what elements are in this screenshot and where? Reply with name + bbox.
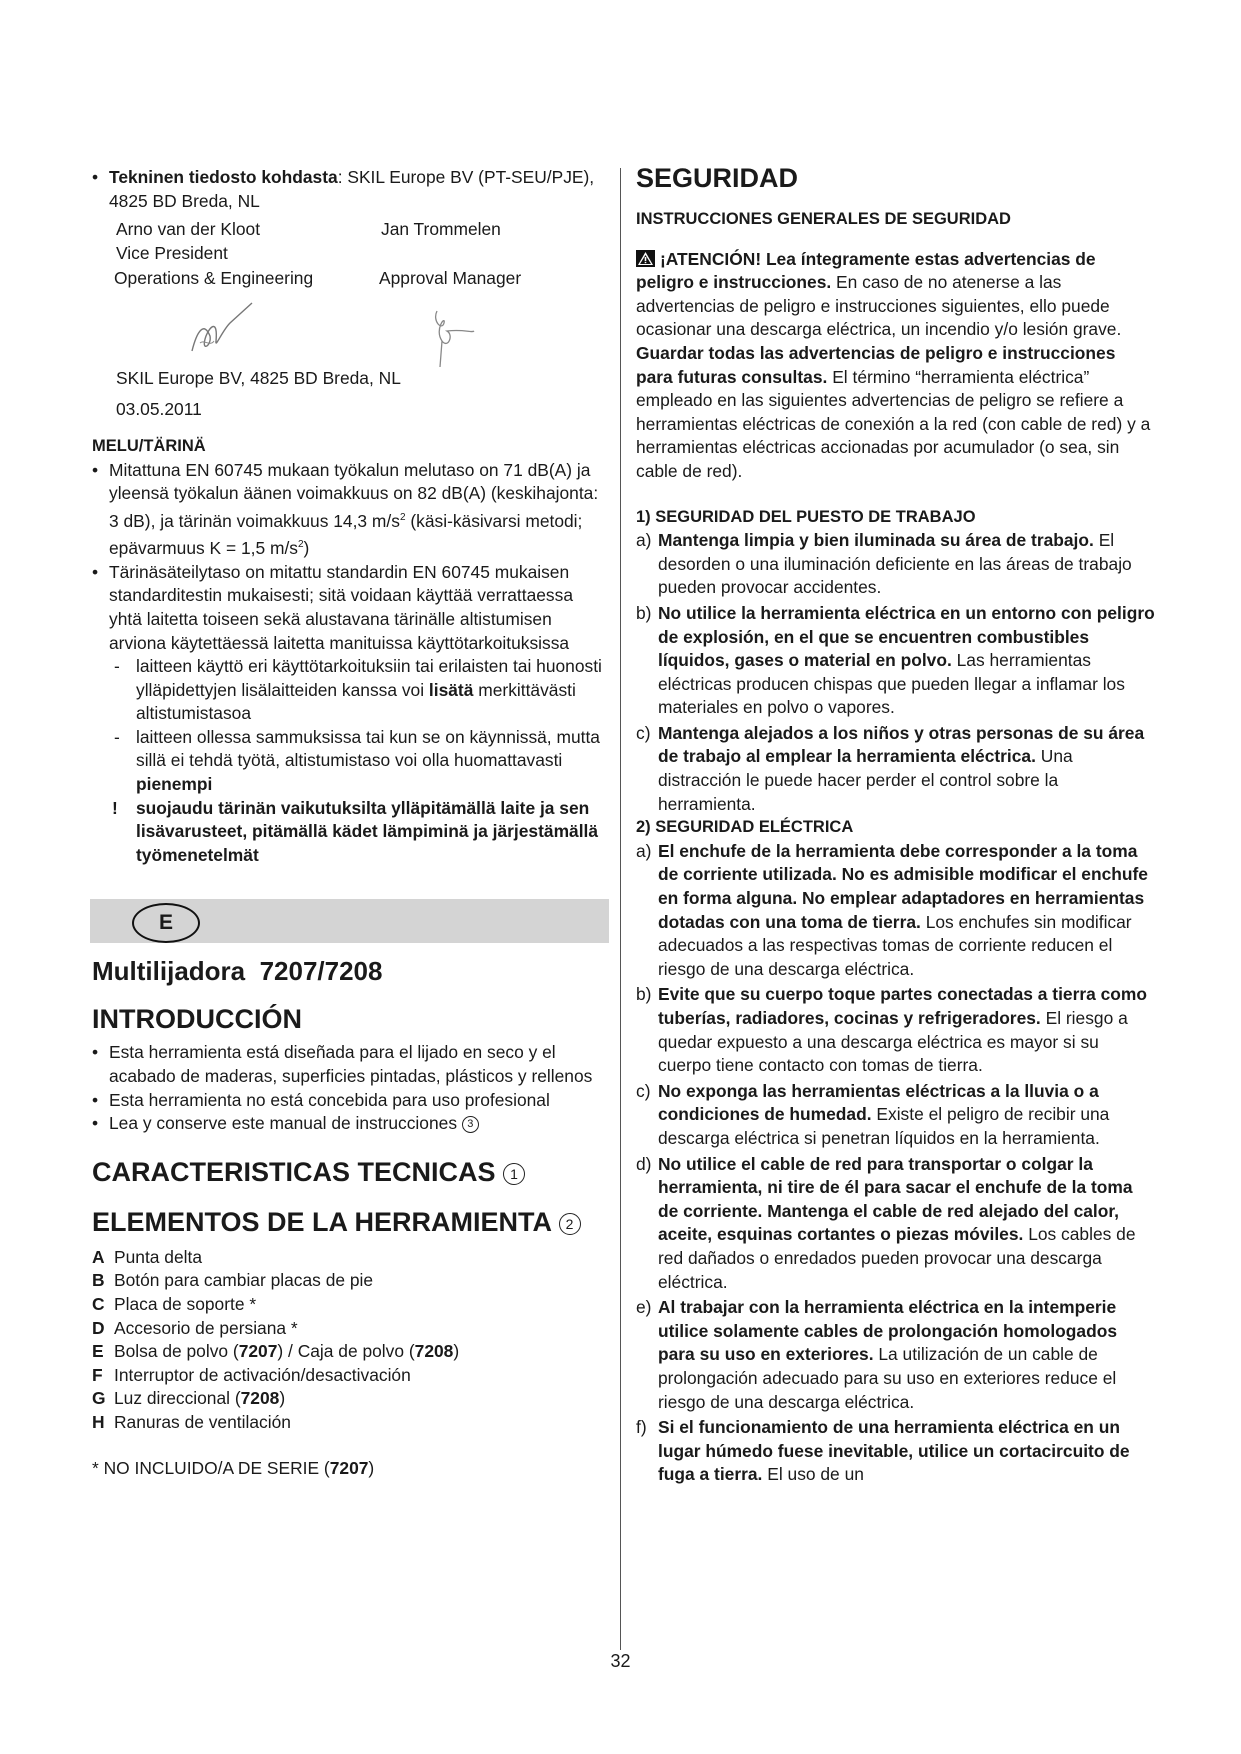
- signer2-title: Approval Manager: [379, 268, 522, 289]
- signer1-title: Vice President: [116, 242, 228, 263]
- signer2-name: Jan Trommelen: [381, 219, 501, 240]
- product-title: Multilijadora 7207/7208: [92, 956, 383, 987]
- element-item: A Punta delta: [92, 1246, 202, 1267]
- signature-drawings: [92, 291, 592, 367]
- column-divider: [620, 168, 621, 1650]
- elements-heading: ELEMENTOS DE LA HERRAMIENTA 2: [92, 1206, 607, 1238]
- intro-item-3: • Lea y conserve este manual de instrucciones 3: [92, 1112, 607, 1136]
- work-area-heading: 1) SEGURIDAD DEL PUESTO DE TRABAJO: [636, 507, 976, 526]
- element-item: E Bolsa de polvo (7207) / Caja de polvo (7208): [92, 1341, 460, 1362]
- noise-item-1: • Mitattuna EN 60745 mukaan työkalun melutaso on 71 dB(A) ja yleensä työkalun äänen voimakkuus on 82 dB(A) (keskihajonta: 3 dB), ja tärinän voimakkuus 14,3 $m/s^2$ (käsi-käsivarsi metodi; epävarmuus K = 1,5 $m/s^2$): [92, 459, 607, 561]
- signer1-name: Arno van der Kloot: [116, 219, 261, 240]
- electrical-heading: 2) SEGURIDAD ELÉCTRICA: [636, 818, 854, 837]
- element-item: H Ranuras de ventilación: [92, 1411, 291, 1432]
- intro-item-2: • Esta herramienta no está concebida para uso profesional: [92, 1089, 607, 1113]
- element-item: B Botón para cambiar placas de pie: [92, 1270, 374, 1291]
- electrical-item: f) Si el funcionamiento de una herramienta eléctrica en un lugar húmedo fuese inevitable, utilice un cortacircuito de fuga a tierra. El uso de un: [636, 1417, 1130, 1485]
- work-area-item: b) No utilice la herramienta eléctrica en un entorno con peligro de explosión, en el que se encuentren combustibles líquidos, gases o material en polvo. Las herramientas eléctricas producen chispas que pueden llegar a inflamar los materiales en polvo o vapores.: [636, 602, 1155, 718]
- electrical-item: d) No utilice el cable de red para transportar o colgar la herramienta, ni tire de él para sacar el enchufe de la toma de corriente. Mantenga el cable de red alejado del calor, aceite, esquinas cortantes o piezas móviles. Los cables de red dañados o enredados pueden provocar una descarga eléctrica.: [636, 1153, 1136, 1292]
- noise-vibration-heading: MELU/TÄRINÄ: [92, 437, 206, 456]
- vibration-dash-1: - laitteen käyttö eri käyttötarkoituksiin tai erilaisten tai huonosti ylläpidettyjen lisälaitteiden kanssa voi lisätä merkittävästi altistumistasoa: [114, 656, 602, 724]
- element-item: D Accesorio de persiana *: [92, 1317, 298, 1338]
- declaration-date: 03.05.2011: [116, 398, 202, 419]
- figure-1-ref: 1: [503, 1163, 525, 1185]
- right-column: [636, 160, 1156, 1487]
- company-address: SKIL Europe BV, 4825 BD Breda, NL: [116, 367, 401, 388]
- element-item: C Placa de soporte *: [92, 1294, 257, 1314]
- footnote: * NO INCLUIDO/A DE SERIE (7207): [92, 1457, 375, 1478]
- left-column: [92, 160, 607, 1480]
- safety-heading: SEGURIDAD: [636, 163, 799, 193]
- elements-list: [92, 1246, 607, 1435]
- intro-heading: INTRODUCCIÓN: [92, 1004, 302, 1035]
- signer1-department: Operations & Engineering: [114, 268, 314, 289]
- page-number: 32: [610, 1651, 631, 1671]
- signature-block: [92, 218, 607, 421]
- electrical-item: c) No exponga las herramientas eléctricas a la lluvia o a condiciones de humedad. Existe el peligro de recibir una descarga eléctrica si penetran líquidos en la herramienta.: [636, 1080, 1110, 1148]
- handwritten-signatures: [92, 291, 607, 367]
- general-warning: ¡ATENCIÓN! Lea íntegramente estas advertencias de peligro e instrucciones. En caso de no atenerse a las advertencias de peligro e instrucciones siguientes, ello puede ocasionar una descarga eléctrica, un incendio y/o lesión grave. Guardar todas las advertencias de peligro e instrucciones para futuras consultas. El término “herramienta eléctrica” empleado en las siguientes advertencias de peligro se refiere a herramientas eléctricas de conexión a la red (con cable de red) y a herramientas eléctricas accionadas por acumulador (o sea, sin cable de red).: [636, 248, 1151, 481]
- vibration-dash-2: - laitteen ollessa sammuksissa tai kun se on käynnissä, mutta sillä ei tehdä työtä, altistumistaso voi olla huomattavasti pienempi: [114, 726, 600, 795]
- tech-file-item: • Tekninen tiedosto kohdasta: SKIL Europe BV (PT-SEU/PJE), 4825 BD Breda, NL: [92, 166, 607, 213]
- figure-3-ref: 3: [462, 1116, 479, 1133]
- language-bar: [90, 899, 609, 943]
- element-item: G Luz direccional (7208): [92, 1388, 286, 1409]
- electrical-item: b) Evite que su cuerpo toque partes conectadas a tierra como tuberías, radiadores, cocinas y refrigeradores. El riesgo a quedar expuesto a una descarga eléctrica es mayor si su cuerpo tiene contacto con tomas de tierra.: [636, 984, 1148, 1076]
- work-area-item: a) Mantenga limpia y bien iluminada su área de trabajo. El desorden o una iluminación deficiente en las áreas de trabajo pueden provocar accidentes.: [636, 530, 1132, 598]
- safety-subheading: INSTRUCCIONES GENERALES DE SEGURIDAD: [636, 210, 1011, 228]
- language-badge: E: [132, 903, 200, 943]
- specs-heading: CARACTERISTICAS TECNICAS 1: [92, 1156, 607, 1188]
- work-area-item: c) Mantenga alejados a los niños y otras personas de su área de trabajo al emplear la herramienta eléctrica. Una distracción le puede hacer perder el control sobre la herramienta.: [636, 722, 1145, 814]
- figure-2-ref: 2: [559, 1213, 581, 1235]
- intro-item-1: • Esta herramienta está diseñada para el lijado en seco y el acabado de maderas, superficies pintadas, plásticos y rellenos: [92, 1041, 607, 1088]
- electrical-item: a) El enchufe de la herramienta debe corresponder a la toma de corriente utilizada. No es admisible modificar el enchufe en forma alguna. No emplear adaptadores en herramientas dotadas con una toma de tierra. Los enchufes sin modificar adecuados a las respectivas tomas de corriente reducen el riesgo de una descarga eléctrica.: [636, 840, 1148, 979]
- electrical-item: e) Al trabajar con la herramienta eléctrica en la intemperie utilice solamente cables de prolongación homologados para su uso en exteriores. La utilización de un cable de prolongación adecuado para su uso en exteriores reduce el riesgo de una descarga eléctrica.: [636, 1297, 1118, 1412]
- vibration-caution: ! suojaudu tärinän vaikutuksilta ylläpitämällä laite ja sen lisävarusteet, pitämällä kädet lämpiminä ja järjestämällä työmenetelmät: [112, 797, 599, 865]
- warning-icon: [636, 250, 655, 267]
- noise-item-2: • Tärinäsäteilytaso on mitattu standardin EN 60745 mukaisen standarditestin mukaisesti; sitä voidaan käyttää verrattaessa yhtä laitetta toiseen sekä alustavana tärinälle altistumisen arviona käytettäessä laitetta manituissa käyttötarkoituksissa: [92, 561, 607, 655]
- element-item: F Interruptor de activación/desactivación: [92, 1364, 411, 1385]
